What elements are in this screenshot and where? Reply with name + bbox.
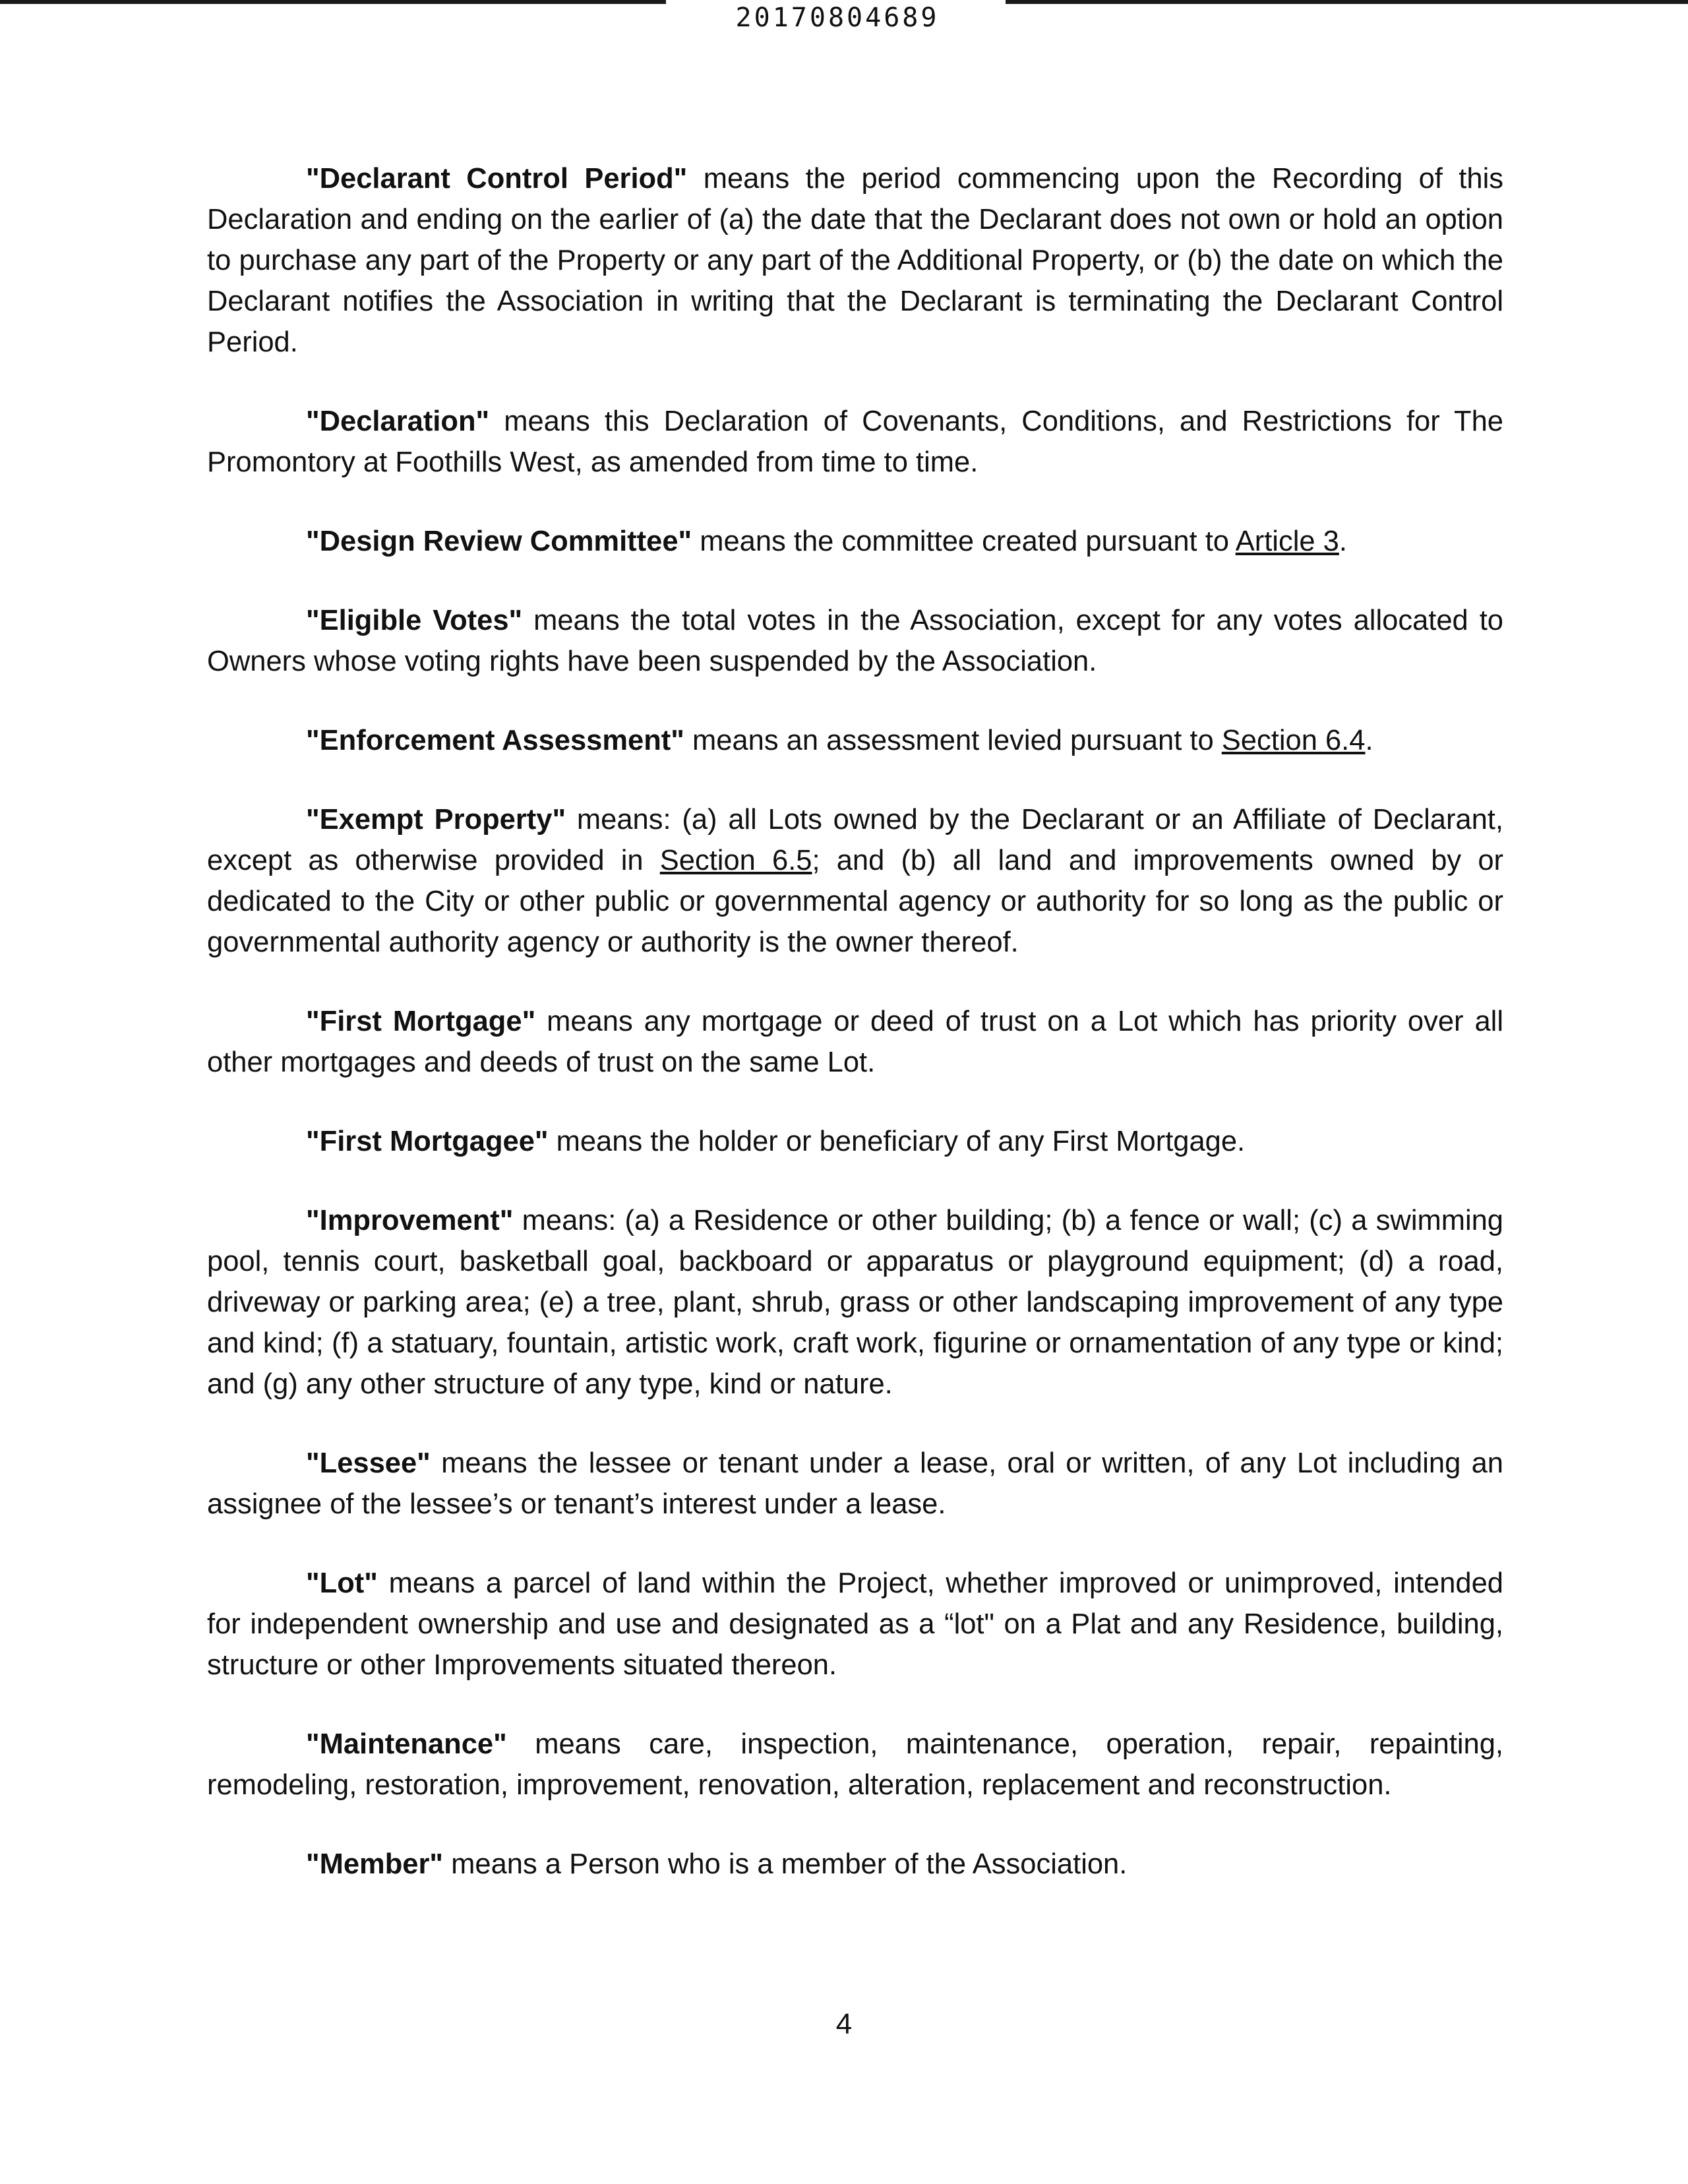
defined-term: "Member" xyxy=(306,1848,444,1880)
defined-term: "First Mortgagee" xyxy=(306,1126,549,1157)
definition-text: means a Person who is a member of the Association. xyxy=(443,1848,1128,1880)
definition-text: means an assessment levied pursuant to xyxy=(684,725,1222,756)
definitions-body xyxy=(207,158,1503,1923)
definition-member xyxy=(207,1844,1503,1885)
defined-term: "Lot" xyxy=(306,1567,378,1599)
definition-text: means the total votes in the Association, except for any votes allocated to Owners whose voting rights have been suspended by the Association. xyxy=(207,605,1503,677)
cross-reference: Article 3 xyxy=(1235,526,1339,557)
definition-maintenance xyxy=(207,1724,1503,1805)
definition-text: means: (a) a Residence or other building; (b) a fence or wall; (c) a swimming pool, tennis court, basketball goal, backboard or apparatus or playground equipment; (d) a road, driveway or parking area; (e) a tree, plant, shrub, grass or other landscaping improvement of any type and kind; (f) a statuary, fountain, artistic work, craft work, figurine or ornamentation of any type or kind; and (g) any other structure of any type, kind or nature. xyxy=(207,1205,1503,1400)
definition-declaration xyxy=(207,401,1503,483)
definition-lessee xyxy=(207,1443,1503,1525)
definition-design-review-committee xyxy=(207,521,1503,562)
document-number: 20170804689 xyxy=(735,3,940,33)
defined-term: "Enforcement Assessment" xyxy=(306,725,684,756)
definition-text: means the committee created pursuant to xyxy=(692,526,1236,557)
defined-term: "First Mortgage" xyxy=(306,1006,536,1037)
definition-eligible-votes xyxy=(207,600,1503,682)
definition-text: means a parcel of land within the Project, whether improved or unimproved, intended for independent ownership and use and designated as a “lot" on a Plat and any Residence, building, structure or other Improvements situated thereon. xyxy=(207,1567,1503,1681)
definition-text: means the lessee or tenant under a lease, oral or written, of any Lot including an assignee of the lessee’s or tenant’s interest under a lease. xyxy=(207,1447,1503,1520)
definition-enforcement-assessment xyxy=(207,720,1503,761)
defined-term: "Eligible Votes" xyxy=(306,605,523,636)
definition-improvement xyxy=(207,1200,1503,1405)
defined-term: "Design Review Committee" xyxy=(306,526,692,557)
definition-text: means the period commencing upon the Recording of this Declaration and ending on the earlier of (a) the date that the Declarant does not own or hold an option to purchase any part of the Property or any part of the Additional Property, or (b) the date on which the Declarant notifies the Association in writing that the Declarant is terminating the Declarant Control Period. xyxy=(207,163,1503,358)
defined-term: "Exempt Property" xyxy=(306,804,566,835)
definition-text: means: (a) all Lots owned by the Declarant or an Affiliate of Declarant, except as otherwise provided in xyxy=(207,804,1503,876)
cross-reference: Section 6.4 xyxy=(1221,725,1366,756)
definition-text: means any mortgage or deed of trust on a Lot which has priority over all other mortgages and deeds of trust on the same Lot. xyxy=(207,1006,1503,1078)
definition-declarant-control-period xyxy=(207,158,1503,363)
definition-text: means the holder or beneficiary of any First Mortgage. xyxy=(548,1126,1246,1157)
defined-term: "Declaration" xyxy=(306,406,490,437)
defined-term: "Lessee" xyxy=(306,1447,431,1479)
defined-term: "Improvement" xyxy=(306,1205,514,1236)
definition-text: means care, inspection, maintenance, operation, repair, repainting, remodeling, restoration, improvement, renovation, alteration, replacement and reconstruction. xyxy=(207,1728,1503,1801)
defined-term: "Maintenance" xyxy=(306,1728,507,1760)
cross-reference: Section 6.5 xyxy=(659,845,812,876)
page-number: 4 xyxy=(835,2008,853,2040)
definition-first-mortgage xyxy=(207,1001,1503,1083)
defined-term: "Declarant Control Period" xyxy=(306,163,688,195)
definition-lot xyxy=(207,1563,1503,1685)
definition-text: means this Declaration of Covenants, Conditions, and Restrictions for The Promontory at Foothills West, as amended from time to time. xyxy=(207,406,1503,478)
header-rule-right xyxy=(1006,0,1688,4)
header-rule-left xyxy=(0,0,666,4)
definition-exempt-property xyxy=(207,799,1503,963)
definition-text-after: . xyxy=(1365,725,1373,756)
definition-text-after: ; and (b) all land and improvements owned by or dedicated to the City or other public or governmental agency or authority for so long as the public or governmental authority agency or authority is the owner thereof. xyxy=(207,845,1503,958)
definition-first-mortgagee xyxy=(207,1121,1503,1162)
definition-text-after: . xyxy=(1339,526,1347,557)
